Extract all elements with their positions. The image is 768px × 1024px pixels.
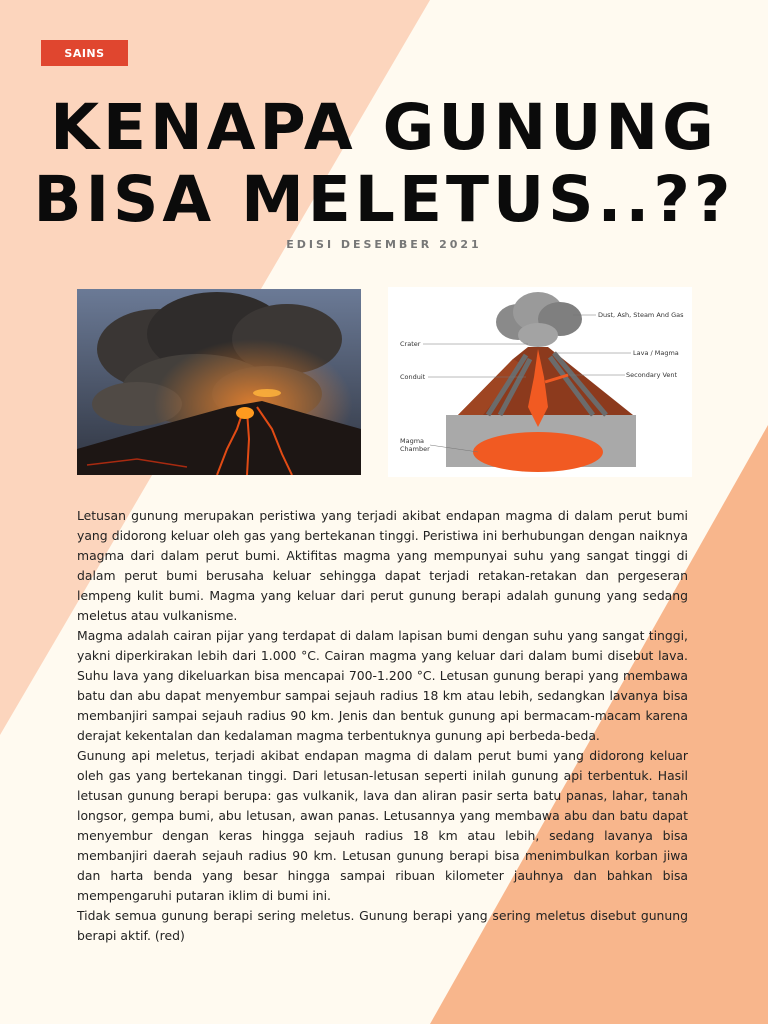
volcano-eruption-photo [77, 289, 361, 475]
lava-fire [236, 407, 254, 419]
magma-chamber [473, 432, 603, 472]
category-badge: SAINS [41, 40, 128, 66]
label-lava: Lava / Magma [633, 349, 679, 357]
label-crater: Crater [400, 340, 421, 348]
volcano-diagram [388, 287, 692, 477]
label-conduit: Conduit [400, 373, 426, 381]
ash-plume [496, 292, 582, 347]
paragraph-1: Letusan gunung merupakan peristiwa yang terjadi akibat endapan magma di dalam perut bumi yang didorong keluar oleh gas yang bertekanan tinggi. Peristiwa ini berhubungan dengan naiknya magma dari dalam perut bumi. Aktifitas magma yang mempunyai suhu yang sangat tinggi di dalam perut bumi berusaha keluar sehingga dapat terjadi retakan-retakan dan pergeseran lempeng kulit bumi. Magma yang keluar dari perut gunung berapi adalah gunung yang sedang meletus atau vulkanisme. [77, 508, 688, 623]
edition-subtitle: EDISI DESEMBER 2021 [286, 238, 482, 251]
title-line-1: KENAPA GUNUNG [50, 91, 718, 164]
page-title [0, 92, 768, 236]
article-body [77, 506, 688, 946]
title-line-2: BISA MELETUS..?? [33, 163, 735, 236]
label-dust: Dust, Ash, Steam And Gas [598, 311, 684, 319]
paragraph-4: Tidak semua gunung berapi sering meletus. Gunung berapi yang sering meletus disebut gunung berapi aktif. (red) [77, 908, 688, 943]
label-magma: Magma [400, 437, 425, 445]
label-chamber: Chamber [400, 445, 430, 453]
paragraph-3: Gunung api meletus, terjadi akibat endapan magma di dalam perut bumi yang didorong keluar oleh gas yang bertekanan tinggi. Dari letusan-letusan seperti inilah gunung api terbentuk. Hasil letusan gunung berapi berupa: gas vulkanik, lava dan aliran pasir serta batu panas, lahar, tanah longsor, gempa bumi, abu letusan, awan panas. Letusannya yang membawa abu dan batu dapat menyembur dengan keras hingga sejauh radius 18 km atau lebih, sedang lavanya bisa membanjiri daerah sejauh radius 90 km. Letusan gunung berapi bisa menimbulkan korban jiwa dan harta benda yang besar hingga sampai ribuan kilometer jauhnya dan bahkan bisa mempengaruhi putaran iklim di bumi ini. [77, 748, 688, 903]
paragraph-2: Magma adalah cairan pijar yang terdapat di dalam lapisan bumi dengan suhu yang sangat tinggi, yakni diperkirakan lebih dari 1.000 °C. Cairan magma yang keluar dari dalam bumi disebut lava. Suhu lava yang dikeluarkan bisa mencapai 700-1.200 °C. Letusan gunung berapi yang membawa batu dan abu dapat menyembur sampai sejauh radius 18 km atau lebih, sedangkan lavanya bisa membanjiri sampai sejauh radius 90 km. Jenis dan bentuk gunung api bermacam-macam karena derajat kekentalan dan kedalaman magma terbentuknya gunung api berbeda-beda. [77, 628, 688, 743]
label-secondary-vent: Secondary Vent [626, 371, 678, 379]
